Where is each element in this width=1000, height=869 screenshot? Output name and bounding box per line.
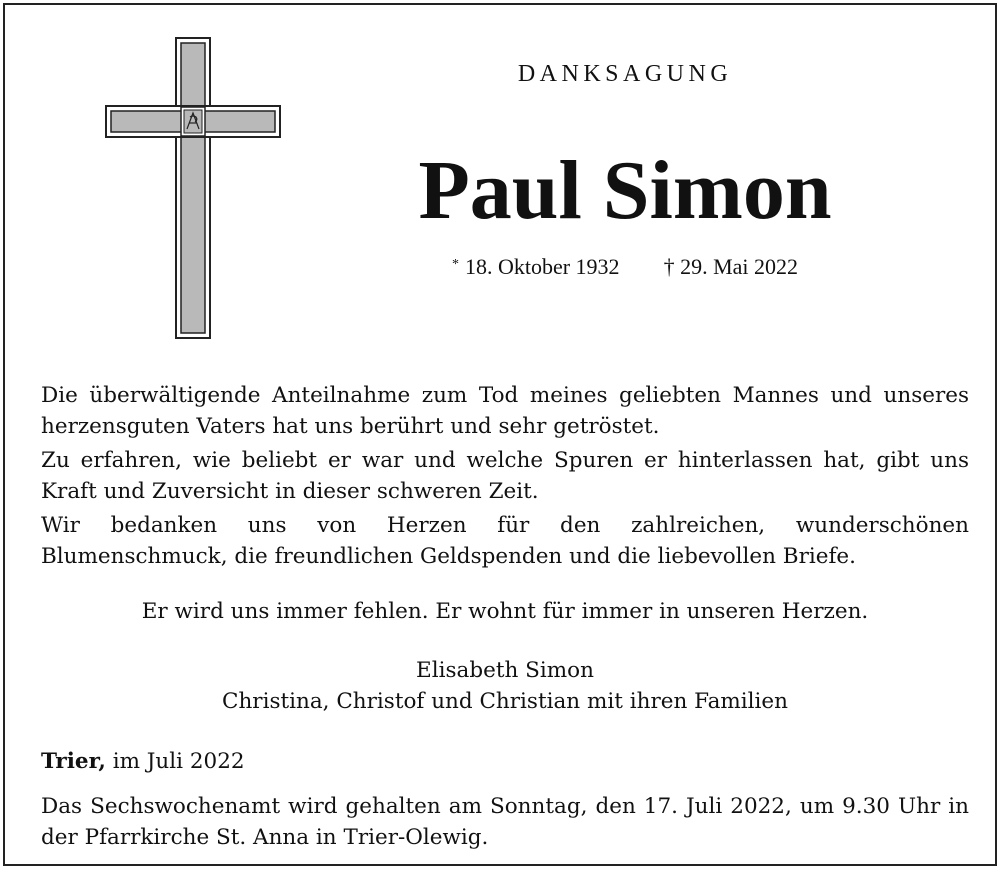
signoff [41,655,969,717]
birth-date: 18. Oktober 1932 [464,254,620,279]
life-dates [385,254,865,280]
notice-type-heading: DANKSAGUNG [517,61,733,87]
death-date: 29. Mai 2022 [680,254,799,279]
deceased-name: Paul Simon [418,144,832,237]
place-date [41,746,969,777]
obituary-card [3,3,997,866]
cross-icon [105,37,281,339]
closing-line: Er wird uns immer fehlen. Er wohnt für immer in unseren Herzen. [141,599,869,624]
paragraph-thanks: Wir bedanken uns von Herzen für den zahlreichen, wunderschönen Blumenschmuck, die freundlichen Geldspenden und die liebevollen Briefe. [41,513,969,569]
signoff-line-2: Christina, Christof und Christian mit ihren Familien [222,689,788,714]
place-city: Trier, [41,749,106,774]
paragraph-gratitude: Die überwältigende Anteilnahme zum Tod meines geliebten Mannes und unseres herzensguten Vaters hat uns berührt und sehr getröstet. [41,383,969,439]
signoff-line-1: Elisabeth Simon [416,658,594,683]
service-notice: Das Sechswochenamt wird gehalten am Sonntag, den 17. Juli 2022, um 9.30 Uhr in der Pfarrkirche St. Anna in Trier-Olewig. [41,794,969,850]
place-date-text: im Juli 2022 [112,749,245,774]
paragraph-comfort: Zu erfahren, wie beliebt er war und welche Spuren er hinterlassen hat, gibt uns Kraft und Zuversicht in dieser schweren Zeit. [41,448,969,504]
birth-symbol: * [451,257,459,272]
death-symbol: † [663,254,675,279]
